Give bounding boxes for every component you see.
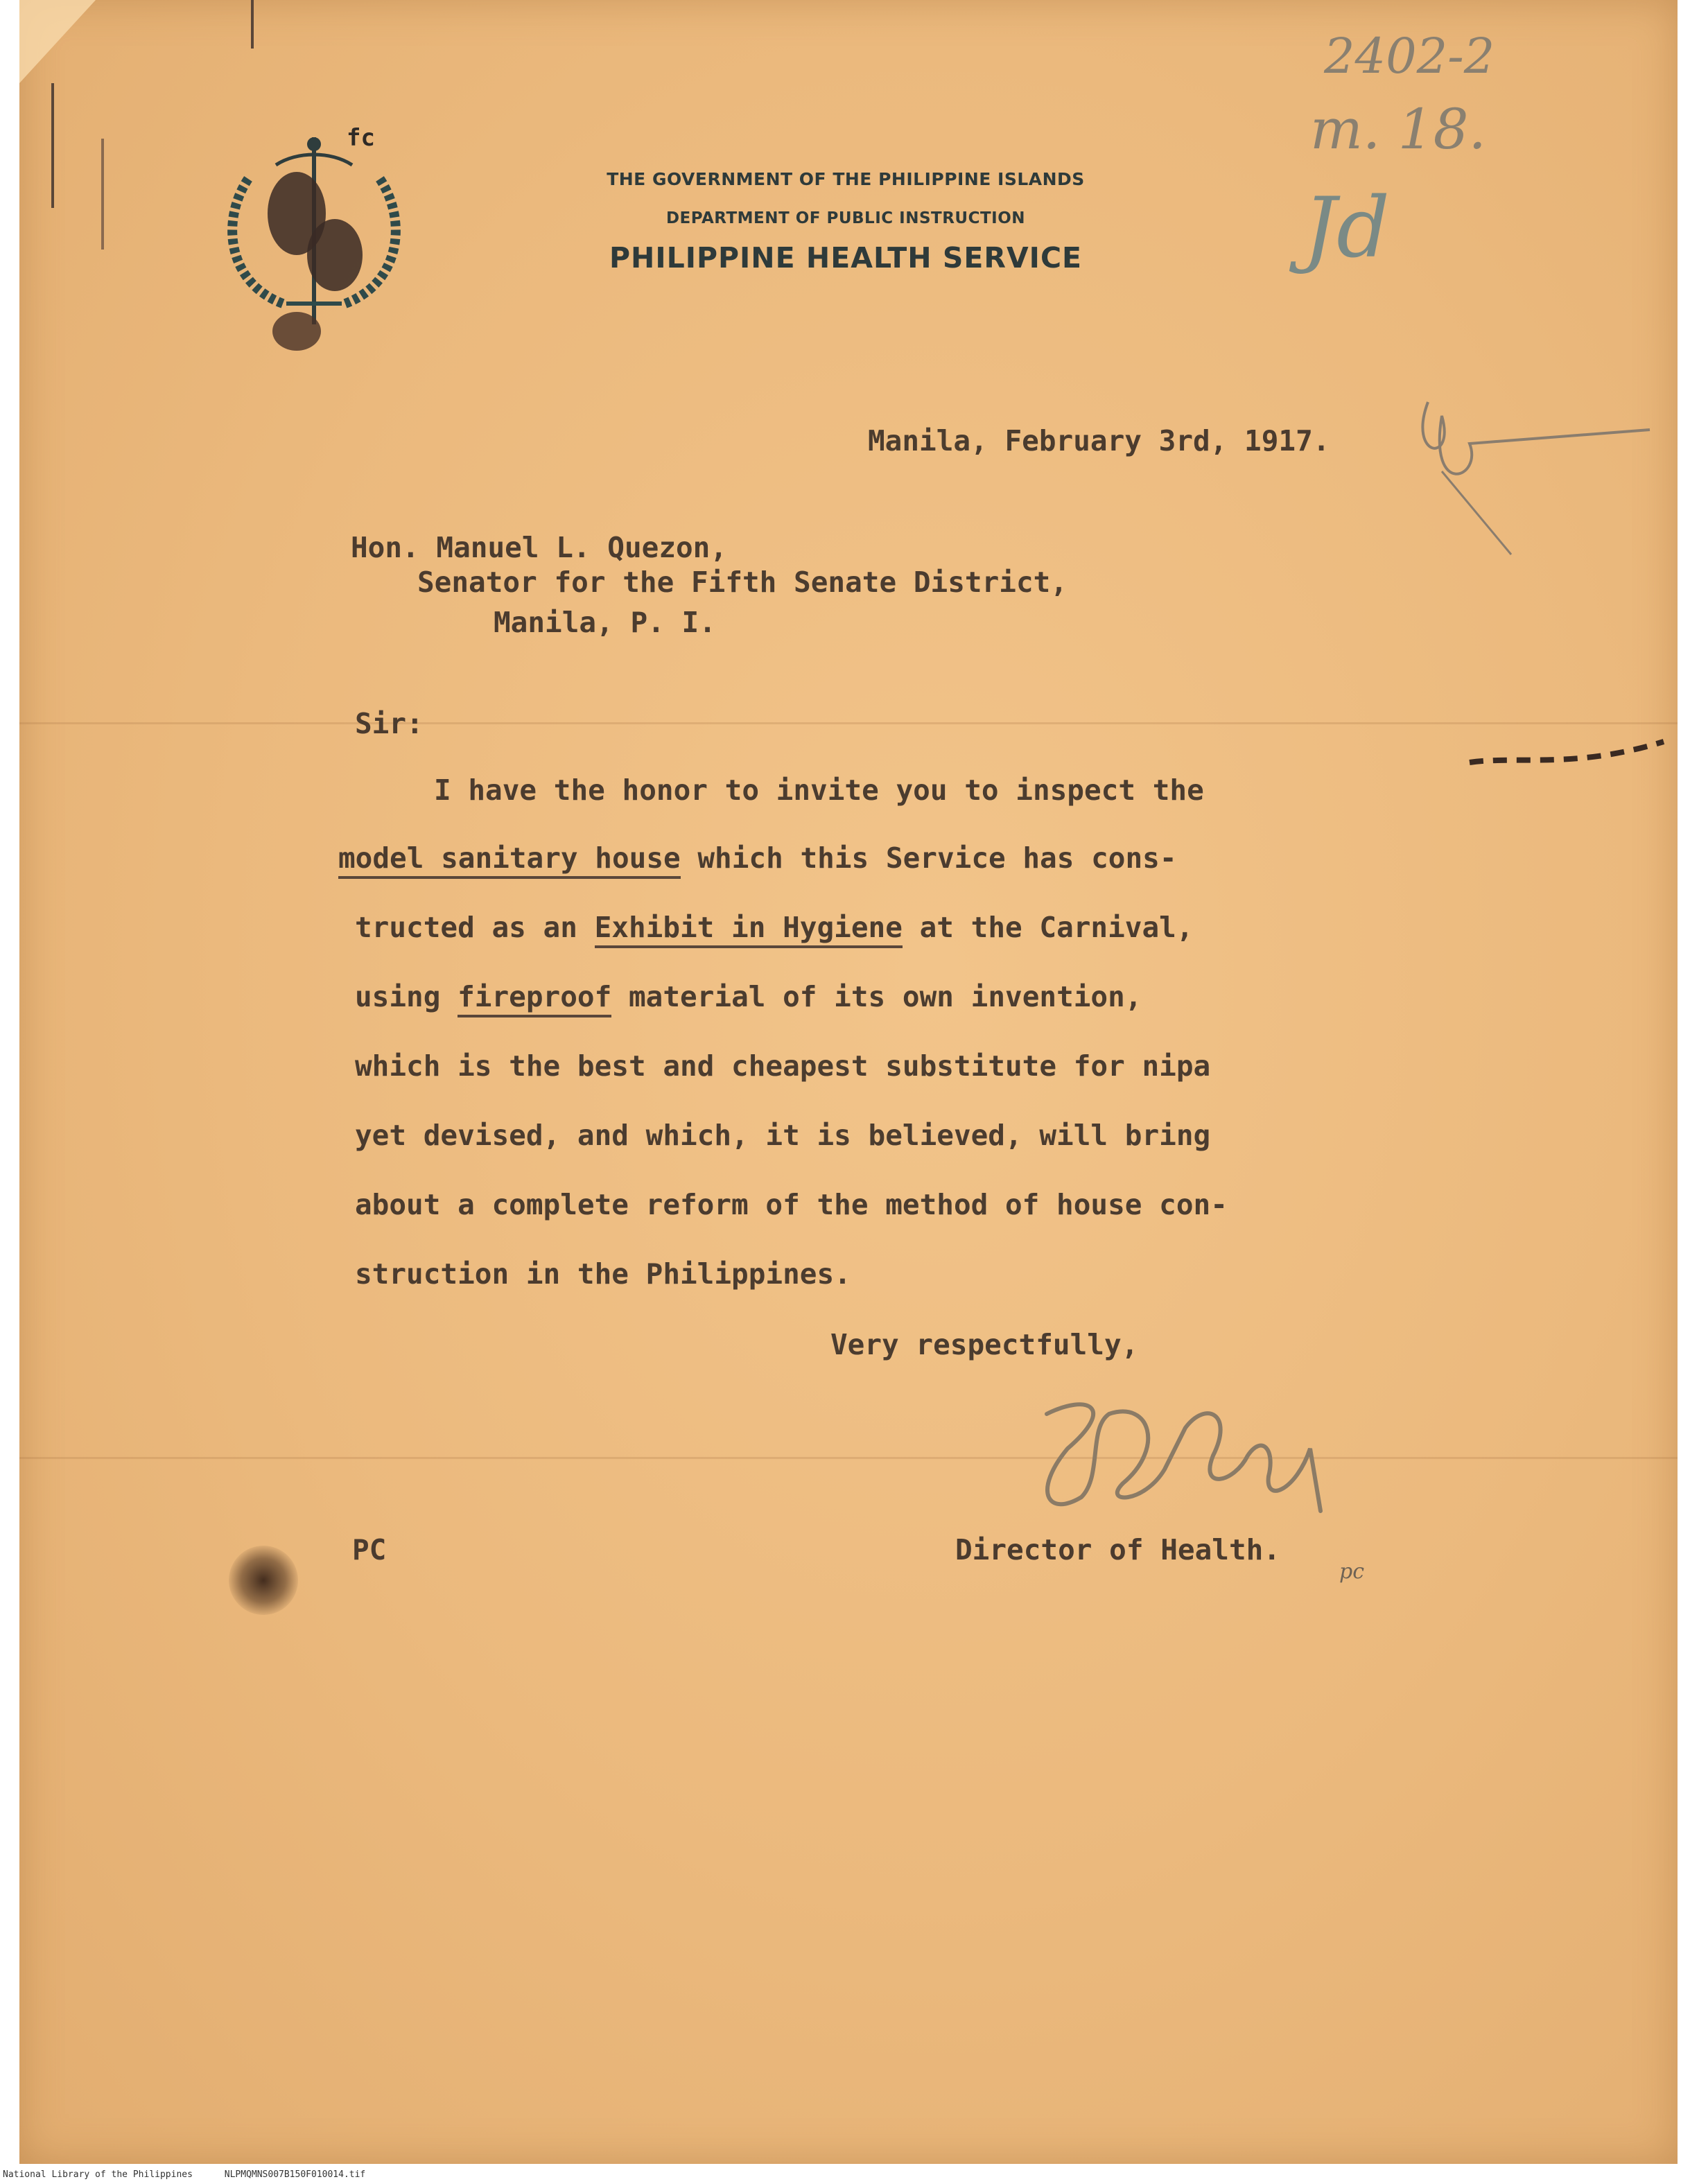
handwritten-file-number: 2402-2 bbox=[1324, 28, 1495, 85]
scan-footer-text bbox=[3, 2169, 392, 2180]
signature bbox=[1005, 1386, 1352, 1532]
edge-mark bbox=[101, 139, 104, 250]
health-service-emblem bbox=[220, 123, 408, 373]
handwritten-scribble bbox=[1400, 374, 1664, 568]
handwritten-pc-mark: pc bbox=[1339, 1560, 1365, 1584]
edge-mark bbox=[51, 83, 54, 208]
body-line-5: which is the best and cheapest substitute for nipa bbox=[355, 1049, 1211, 1083]
addressee-name: Hon. Manuel L. Quezon, bbox=[351, 531, 728, 564]
salutation: Sir: bbox=[355, 707, 424, 740]
underlined-fireproof: fireproof bbox=[458, 980, 611, 1017]
handwritten-date-note: m. 18. bbox=[1310, 97, 1486, 161]
body-line-6: yet devised, and which, it is believed, will bring bbox=[355, 1119, 1211, 1152]
fold-crease-lower bbox=[19, 1457, 1678, 1459]
date-line: Manila, February 3rd, 1917. bbox=[868, 424, 1330, 457]
underlined-model-sanitary-house: model sanitary house bbox=[338, 841, 681, 879]
footer-library: National Library of the Philippines bbox=[3, 2169, 193, 2180]
letterhead-government: THE GOVERNMENT OF THE PHILIPPINE ISLANDS bbox=[607, 169, 1085, 189]
ink-smudge bbox=[1463, 728, 1671, 783]
ink-blot bbox=[229, 1546, 298, 1615]
body-line-4-end: material of its own invention, bbox=[611, 980, 1142, 1013]
typist-initials: PC bbox=[352, 1533, 387, 1566]
body-line-3-end: at the Carnival, bbox=[902, 911, 1194, 944]
fold-crease-upper bbox=[19, 722, 1678, 724]
handwritten-initials: Jd bbox=[1303, 180, 1390, 277]
body-line-2 bbox=[338, 841, 1177, 875]
body-line-8: struction in the Philippines. bbox=[355, 1257, 851, 1291]
body-line-1: I have the honor to invite you to inspect the bbox=[434, 774, 1204, 807]
signature-title: Director of Health. bbox=[955, 1533, 1280, 1566]
body-line-3 bbox=[355, 911, 1194, 944]
edge-mark bbox=[251, 0, 254, 49]
underlined-exhibit-in-hygiene: Exhibit in Hygiene bbox=[595, 911, 903, 948]
closing: Very respectfully, bbox=[830, 1328, 1139, 1361]
body-line-3-start: tructed as an bbox=[355, 911, 595, 944]
emblem-initials: fc bbox=[347, 124, 375, 152]
body-line-7: about a complete reform of the method of house con- bbox=[355, 1188, 1228, 1221]
footer-file-id: NLPMQMNS007B150F010014.tif bbox=[224, 2169, 366, 2180]
letterhead-service: PHILIPPINE HEALTH SERVICE bbox=[609, 241, 1083, 274]
letterhead-department: DEPARTMENT OF PUBLIC INSTRUCTION bbox=[665, 209, 1026, 227]
corner-fold bbox=[19, 0, 96, 83]
scan-footer bbox=[0, 2164, 1690, 2184]
body-line-4-start: using bbox=[355, 980, 458, 1013]
addressee-title: Senator for the Fifth Senate District, bbox=[417, 566, 1068, 599]
body-line-4 bbox=[355, 980, 1142, 1013]
addressee-location: Manila, P. I. bbox=[494, 606, 716, 639]
body-line-2-rest: which this Service has cons- bbox=[680, 841, 1177, 875]
